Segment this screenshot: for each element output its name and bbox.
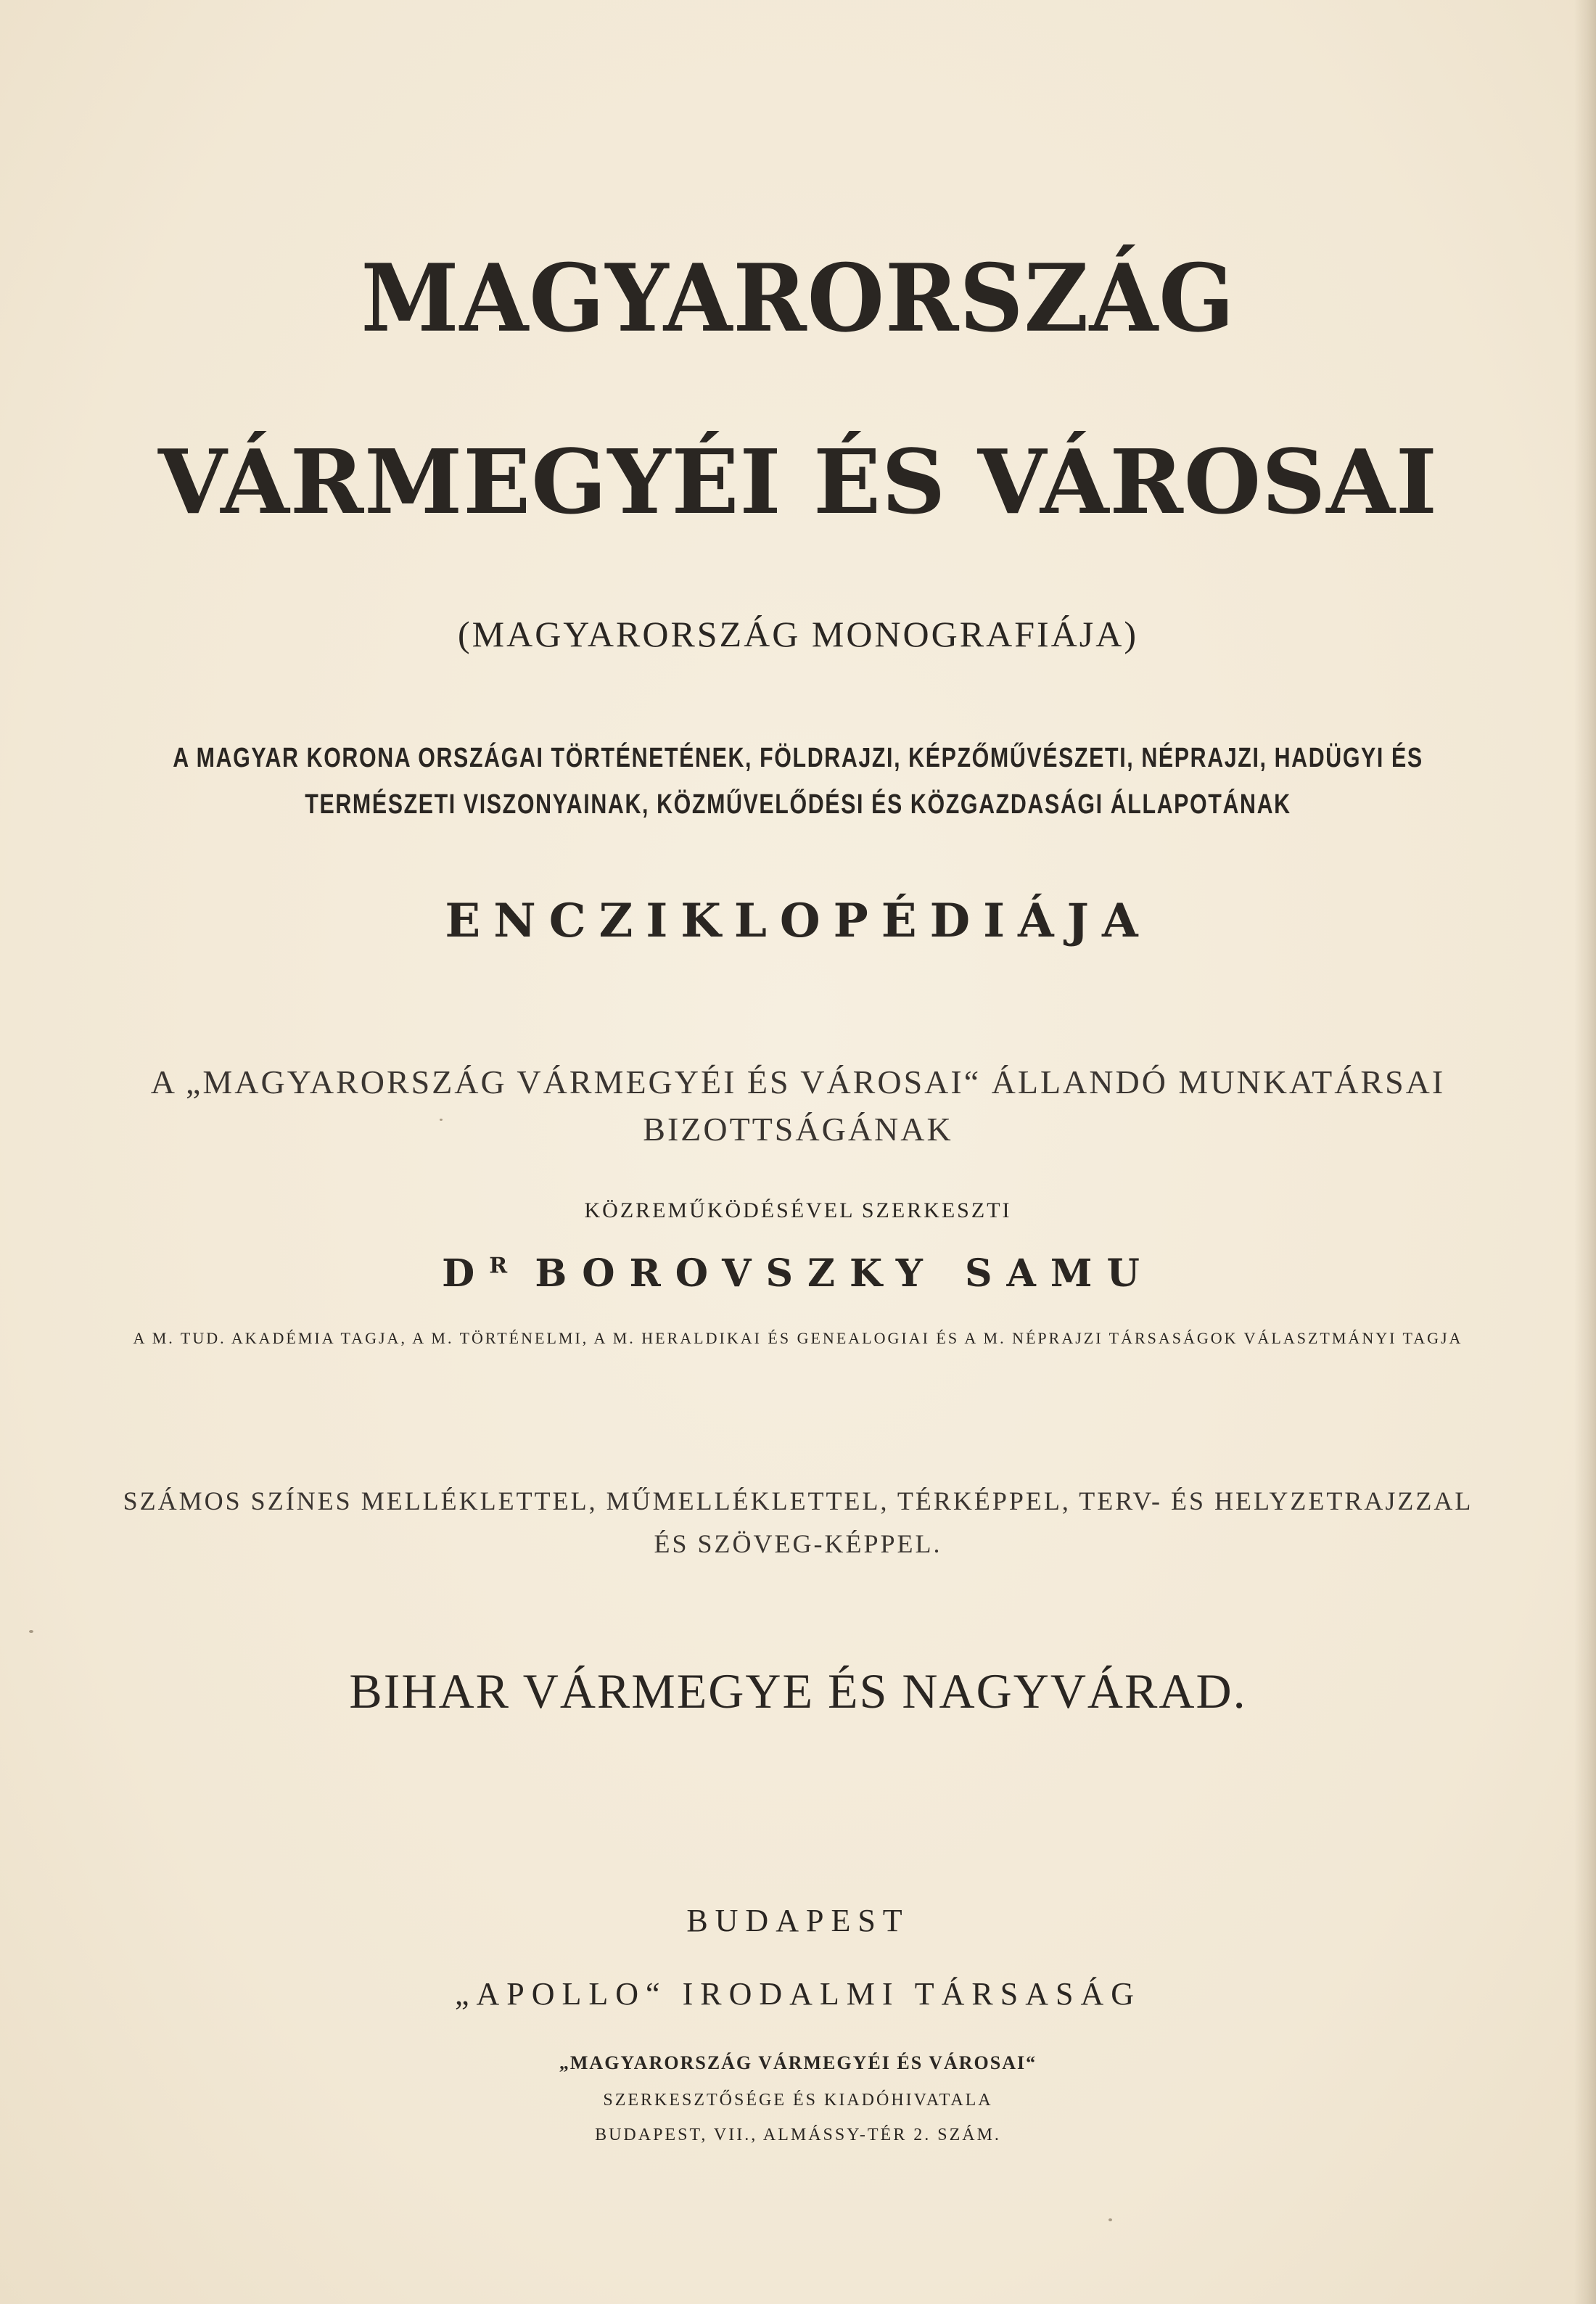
illustrations-line-1: SZÁMOS SZÍNES MELLÉKLETTEL, MŰMELLÉKLETTEL, TÉRKÉPPEL, TERV- ÉS HELYZETRAJZZAL [123,1486,1473,1515]
imprint-series: „MAGYARORSZÁG VÁRMEGYÉI ÉS VÁROSAI“ [559,2052,1037,2073]
paper-speck [1108,2218,1112,2221]
imprint-office: SZERKESZTŐSÉGE ÉS KIADÓHIVATALA [603,2091,993,2110]
volume-title: BIHAR VÁRMEGYE ÉS NAGYVÁRAD. [349,1663,1247,1719]
subtitle: (MAGYARORSZÁG MONOGRAFIÁJA) [457,614,1138,654]
editor-name-line [0,1251,1596,1296]
editor-name: BOROVSZKY SAMU [535,1251,1154,1296]
paper-speck [440,1119,443,1121]
paper-speck [29,1630,33,1633]
imprint-city: BUDAPEST [686,1903,910,1938]
illustrations-line-2: ÉS SZÖVEG-KÉPPEL. [654,1529,942,1558]
imprint-address: BUDAPEST, VII., ALMÁSSY-TÉR 2. SZÁM. [595,2126,1001,2144]
edited-by: KÖZREMŰKÖDÉSÉVEL SZERKESZTI [584,1198,1012,1222]
committee-line-1: A „MAGYARORSZÁG VÁRMEGYÉI ÉS VÁROSAI“ ÁLLANDÓ MUNKATÁRSAI [150,1063,1446,1100]
encyclopedia-heading: ENCZIKLOPÉDIÁJA [445,894,1151,948]
editor-titles: A M. TUD. AKADÉMIA TAGJA, A M. TÖRTÉNELMI, A M. HERALDIKAI ÉS GENEALOGIAI ÉS A M. NÉPRAJZI TÁRSASÁGOK VÁLASZTMÁNYI TAGJA [133,1329,1463,1347]
editor-prefix-superscript: R [489,1253,508,1279]
description-line-1: A MAGYAR KORONA ORSZÁGAI TÖRTÉNETÉNEK, FÖLDRAJZI, KÉPZŐMŰVÉSZETI, NÉPRAJZI, HADÜGYI ÉS [173,743,1423,773]
main-title-line-1: MAGYARORSZÁG [361,243,1235,353]
committee-line-2: BIZOTTSÁGÁNAK [643,1111,953,1148]
description-line-2: TERMÉSZETI VISZONYAINAK, KÖZMŰVELŐDÉSI ÉS KÖZGAZDASÁGI ÁLLAPOTÁNAK [305,789,1291,820]
editor-prefix: D [442,1251,490,1296]
main-title-line-2: VÁRMEGYÉI ÉS VÁROSAI [158,429,1438,534]
imprint-publisher: „APOLLO“ IRODALMI TÁRSASÁG [454,1976,1142,2012]
